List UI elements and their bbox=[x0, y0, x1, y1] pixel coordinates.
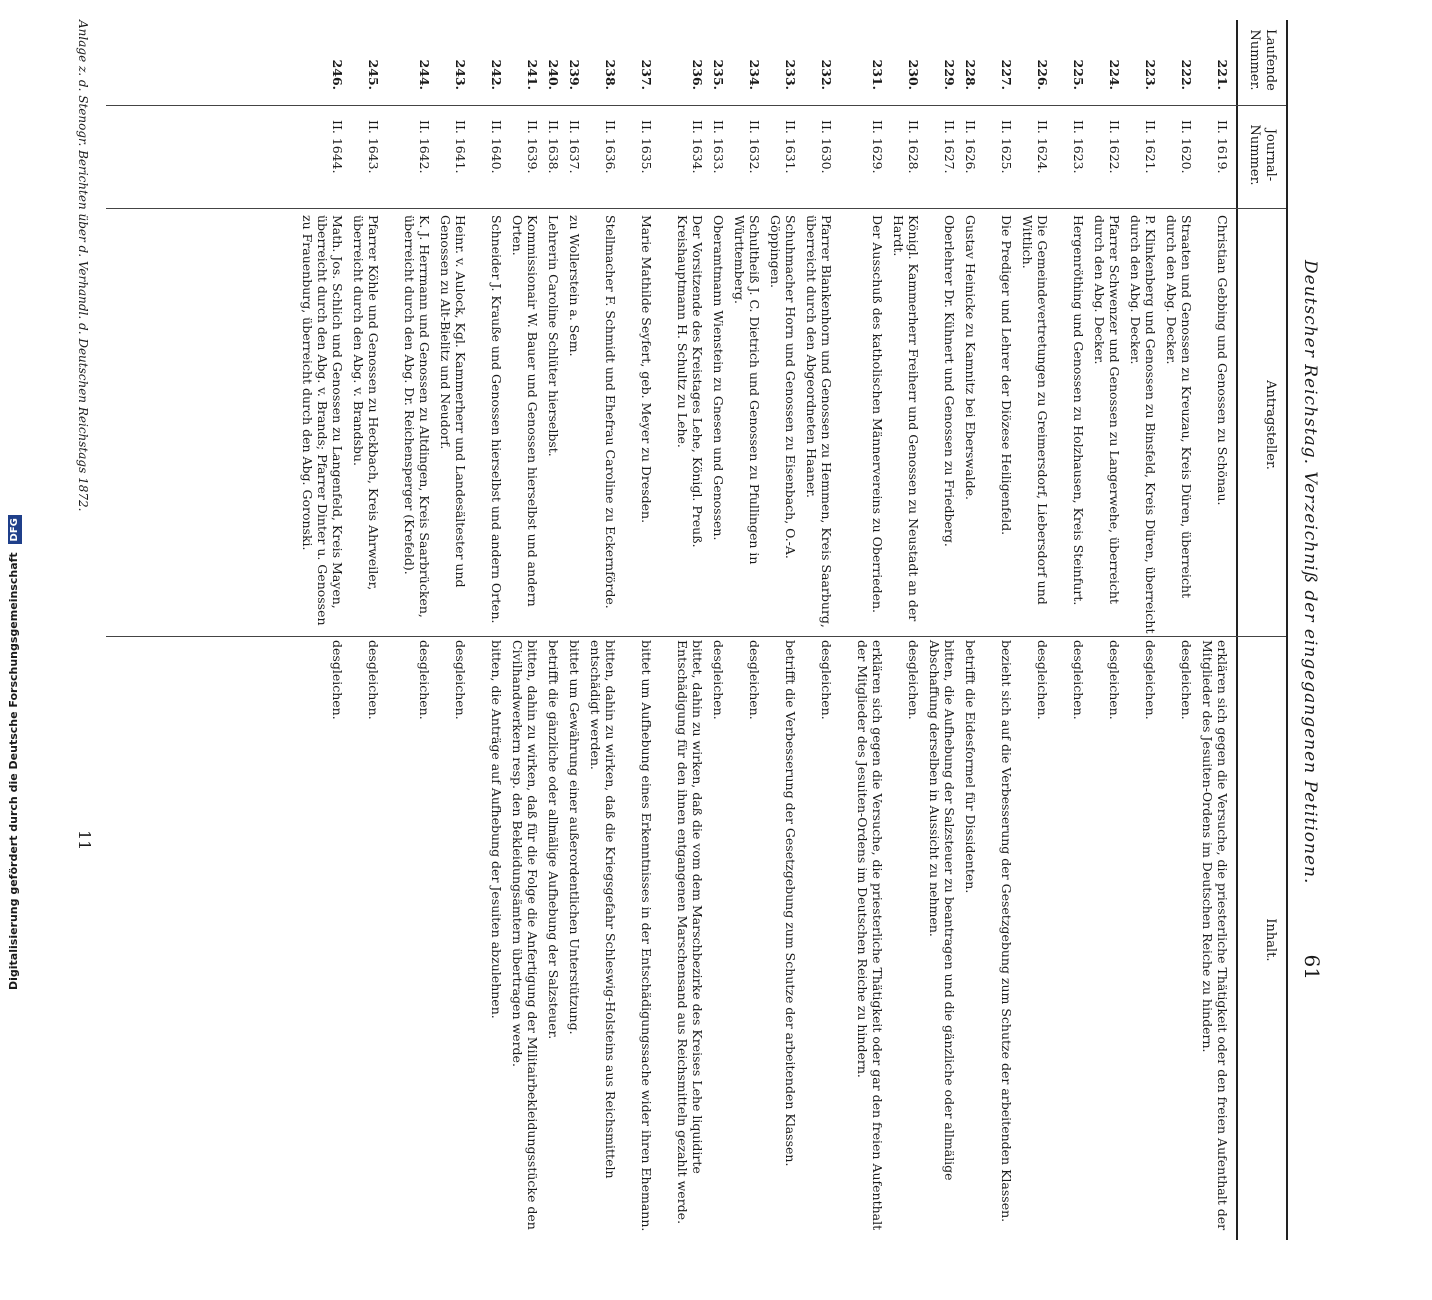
inhalt: desgleichen. bbox=[1179, 640, 1194, 720]
antragsteller: Der Ausschuß des katholischen Männervereins zu Oberrieden. bbox=[870, 215, 885, 614]
journal-nummer: II. 1632. bbox=[747, 120, 762, 174]
antragsteller: Stellmacher F. Schmidt und Ehefrau Caroline zu Eckernförde. bbox=[603, 215, 618, 609]
inhalt: erklären sich gegen die Versuche, die priesterliche Thätigkeit oder den freien Aufenthalt der Mitglieder des Jesuiten-Ordens im Deutschen Reiche zu hindern. bbox=[1200, 640, 1230, 1231]
laufende-nummer: 233. bbox=[783, 59, 798, 90]
inhalt: bittet um Gewährung einer außerordentlichen Unterstützung. bbox=[567, 640, 582, 1035]
laufende-nummer: 242. bbox=[489, 59, 504, 90]
antragsteller: Hergenröthing und Genossen zu Holzhausen, Kreis Steinfurt. bbox=[1071, 215, 1086, 606]
inhalt: bitten, dahin zu wirken, daß die Kriegsgefahr Schleswig-Holsteins aus Reichsmitteln entschädigt werden. bbox=[588, 640, 618, 1179]
journal-nummer: II. 1620. bbox=[1179, 120, 1194, 174]
journal-nummer: II. 1621. bbox=[1143, 120, 1158, 174]
footer-folio: 11 bbox=[75, 830, 94, 851]
journal-nummer: II. 1629. bbox=[870, 120, 885, 174]
antragsteller: Königl. Kammerherr Freiherr und Genossen zu Neustadt an der Hardt. bbox=[891, 215, 921, 622]
laufende-nummer: 222. bbox=[1179, 59, 1194, 90]
column-header-antragsteller: Antragsteller. bbox=[1263, 380, 1278, 470]
antragsteller: Schuhmacher Horn und Genossen zu Eisenbach, O.-A. Göppingen. bbox=[768, 215, 798, 559]
inhalt: desgleichen. bbox=[906, 640, 921, 720]
page-title: Deutscher Reichstag. Verzeichniß der eingegangenen Petitionen. bbox=[1300, 260, 1320, 885]
antragsteller: Marie Mathilde Seyfert, geb. Meyer zu Dresden. bbox=[639, 215, 654, 524]
laufende-nummer: 228. bbox=[963, 59, 978, 90]
laufende-nummer: 237. bbox=[639, 59, 654, 90]
journal-nummer: II. 1623. bbox=[1071, 120, 1086, 174]
antragsteller: Der Vorsitzende des Kreistages Lehe, Königl. Preuß. Kreishauptmann H. Schultz zu Lehe. bbox=[675, 215, 705, 548]
antragsteller: Die Gemeindevertretungen zu Greimersdorf, Liebersdorf und Wittlich. bbox=[1020, 215, 1050, 605]
antragsteller: Oberamtmann Wienstein zu Gnesen und Genossen. bbox=[711, 215, 726, 541]
inhalt: bittet, dahin zu wirken, daß die vom dem Marschbezirke des Kreises Lehe liquidirte Entschädigung für den ihnen entgangenen Marschensand aus Reichsmitteln gezahlt werde. bbox=[675, 640, 705, 1225]
laufende-nummer: 225. bbox=[1071, 59, 1086, 90]
antragsteller: Schultheiß J. C. Dietrich und Genossen zu Pfullingen in Württemberg. bbox=[732, 215, 762, 565]
inhalt: bitten, die Anträge auf Aufhebung der Jesuiten abzulehnen. bbox=[489, 640, 504, 1019]
column-divider bbox=[106, 208, 1286, 209]
antragsteller: zu Wollerstein a. Sem. bbox=[567, 215, 582, 357]
antragsteller: Straaten und Genossen zu Kreuzau, Kreis Düren, überreicht durch den Abg. Decker. bbox=[1164, 215, 1194, 599]
antragsteller: Schneider J. Krauße und Genossen hierselbst und andern Orten. bbox=[489, 215, 504, 624]
digitization-credit bbox=[4, 518, 24, 990]
inhalt: desgleichen. bbox=[747, 640, 762, 720]
inhalt: desgleichen. bbox=[1035, 640, 1050, 720]
inhalt: betrifft die Eidesformel für Dissidenten. bbox=[963, 640, 978, 894]
journal-nummer: II. 1642. bbox=[417, 120, 432, 174]
journal-nummer: II. 1626. bbox=[963, 120, 978, 174]
laufende-nummer: 236. bbox=[690, 59, 705, 90]
laufende-nummer: 238. bbox=[603, 59, 618, 90]
antragsteller: Kommissionair W. Bauer und Genossen hierselbst und andern Orten. bbox=[510, 215, 540, 607]
header-rule-top bbox=[1286, 20, 1288, 1240]
antragsteller: Heinr. v. Aulock, Kgl. Kammerherr und Landesältester und Genossen zu Alt-Bielitz und Neudorf. bbox=[438, 215, 468, 588]
antragsteller: Lehrerin Caroline Schlüter hierselbst. bbox=[546, 215, 561, 457]
laufende-nummer: 241. bbox=[525, 59, 540, 90]
laufende-nummer: 224. bbox=[1107, 59, 1122, 90]
journal-nummer: II. 1631. bbox=[783, 120, 798, 174]
antragsteller: Pfarrer Blankenhorn und Genossen zu Hemmen, Kreis Saarburg, überreicht durch den Abgeordneten Haaner. bbox=[804, 215, 834, 628]
journal-nummer: II. 1644. bbox=[330, 120, 345, 174]
laufende-nummer: 234. bbox=[747, 59, 762, 90]
page-number: 61 bbox=[1300, 954, 1324, 980]
journal-nummer: II. 1643. bbox=[366, 120, 381, 174]
antragsteller: Oberlehrer Dr. Kühnert und Genossen zu Friedberg. bbox=[942, 215, 957, 547]
inhalt: desgleichen. bbox=[417, 640, 432, 720]
journal-nummer: II. 1636. bbox=[603, 120, 618, 174]
journal-nummer: II. 1640. bbox=[489, 120, 504, 174]
antragsteller: Christian Gebbing und Genossen zu Schönau. bbox=[1215, 215, 1230, 506]
page-header bbox=[1290, 0, 1330, 1000]
inhalt: bittet um Aufhebung eines Erkenntnisses in der Entschädigungssache wider ihren Ehemann. bbox=[639, 640, 654, 1232]
inhalt: betrifft die Verbesserung der Gesetzgebung zum Schutze der arbeitenden Klassen. bbox=[783, 640, 798, 1167]
laufende-nummer: 240. bbox=[546, 59, 561, 90]
laufende-nummer: 235. bbox=[711, 59, 726, 90]
journal-nummer: II. 1641. bbox=[453, 120, 468, 174]
inhalt: bitten, die Aufhebung der Salzsteuer zu beantragen und die gänzliche oder allmälige Abschaffung derselben in Aussicht zu nehmen. bbox=[927, 640, 957, 1181]
laufende-nummer: 226. bbox=[1035, 59, 1050, 90]
inhalt: desgleichen. bbox=[819, 640, 834, 720]
laufende-nummer: 245. bbox=[366, 59, 381, 90]
laufende-nummer: 221. bbox=[1215, 59, 1230, 90]
inhalt: erklären sich gegen die Versuche, die priesterliche Thätigkeit oder gar den freien Aufenthalt der Mitglieder des Jesuiten-Ordens im Deutschen Reiche zu hindern. bbox=[855, 640, 885, 1231]
column-divider bbox=[106, 636, 1286, 637]
journal-nummer: II. 1639. bbox=[525, 120, 540, 174]
laufende-nummer: 246. bbox=[330, 59, 345, 90]
journal-nummer: II. 1630. bbox=[819, 120, 834, 174]
header-rule-bottom bbox=[1236, 20, 1238, 1240]
dfg-logo-icon: DFG bbox=[8, 515, 22, 544]
inhalt: desgleichen. bbox=[1071, 640, 1086, 720]
antragsteller: Gustav Heinicke zu Kamnitz bei Eberswalde. bbox=[963, 215, 978, 500]
document-page bbox=[10, 0, 1330, 1232]
journal-nummer: II. 1638. bbox=[546, 120, 561, 174]
laufende-nummer: 239. bbox=[567, 59, 582, 90]
laufende-nummer: 231. bbox=[870, 59, 885, 90]
inhalt: desgleichen. bbox=[330, 640, 345, 720]
journal-nummer: II. 1625. bbox=[999, 120, 1014, 174]
laufende-nummer: 229. bbox=[942, 59, 957, 90]
laufende-nummer: 244. bbox=[417, 59, 432, 90]
inhalt: desgleichen. bbox=[711, 640, 726, 720]
antragsteller: K. J. Herrmann und Genossen zu Altdingen, Kreis Saarbrücken, überreicht durch den Abg. Dr. Reichensperger (Krefeld). bbox=[402, 215, 432, 618]
column-header-laufende: Laufende Nummer. bbox=[1247, 29, 1278, 91]
column-divider bbox=[106, 105, 1286, 106]
antragsteller: Pfarrer Köhle und Genossen zu Heckbach, Kreis Ahrweiler, überreicht durch den Abg. v. Brandsbu. bbox=[351, 215, 381, 591]
footer-note: Anlage z. d. Stenogr. Berichten über d. Verhandl. d. Deutschen Reichstags 1872. bbox=[76, 20, 90, 512]
laufende-nummer: 232. bbox=[819, 59, 834, 90]
journal-nummer: II. 1637. bbox=[567, 120, 582, 174]
column-header-inhalt: Inhalt. bbox=[1263, 918, 1278, 962]
journal-nummer: II. 1628. bbox=[906, 120, 921, 174]
journal-nummer: II. 1634. bbox=[690, 120, 705, 174]
inhalt: desgleichen. bbox=[366, 640, 381, 720]
antragsteller: Pfarrer Schwenzer und Genossen zu Langerwehe, überreicht durch den Abg. Decker. bbox=[1092, 215, 1122, 604]
laufende-nummer: 223. bbox=[1143, 59, 1158, 90]
inhalt: desgleichen. bbox=[1107, 640, 1122, 720]
journal-nummer: II. 1624. bbox=[1035, 120, 1050, 174]
inhalt: betrifft die gänzliche oder allmälige Aufhebung der Salzsteuer. bbox=[546, 640, 561, 1040]
inhalt: bitten, dahin zu wirken, daß für die Folge die Anfertigung der Militairbekleidungsstücke den Civilhandwerkern resp. den Bekleidungsämtern übertragen werde. bbox=[510, 640, 540, 1230]
inhalt: desgleichen. bbox=[453, 640, 468, 720]
journal-nummer: II. 1627. bbox=[942, 120, 957, 174]
laufende-nummer: 227. bbox=[999, 59, 1014, 90]
inhalt: desgleichen. bbox=[1143, 640, 1158, 720]
journal-nummer: II. 1622. bbox=[1107, 120, 1122, 174]
digitization-text: Digitalisierung gefördert durch die Deutsche Forschungsgemeinschaft bbox=[7, 552, 20, 990]
laufende-nummer: 243. bbox=[453, 59, 468, 90]
journal-nummer: II. 1619. bbox=[1215, 120, 1230, 174]
laufende-nummer: 230. bbox=[906, 59, 921, 90]
antragsteller: P. Klinkenberg und Genossen zu Binsfeld, Kreis Düren, überreicht durch den Abg. Decker. bbox=[1128, 215, 1158, 634]
journal-nummer: II. 1633. bbox=[711, 120, 726, 174]
journal-nummer: II. 1635. bbox=[639, 120, 654, 174]
antragsteller: Math. Jos. Schlich und Genossen zu Langenfeld, Kreis Mayen, überreicht durch den Abg. v. Brands; Pfarrer Dinter u. Genossen zu Frauenburg, überreicht durch den Abg. Goronski. bbox=[300, 215, 345, 626]
inhalt: bezieht sich auf die Verbesserung der Gesetzgebung zum Schutze der arbeitenden Klassen. bbox=[999, 640, 1014, 1223]
antragsteller: Die Prediger und Lehrer der Diözese Heiligenfeld. bbox=[999, 215, 1014, 536]
column-header-journal: Journal-Nummer. bbox=[1247, 124, 1278, 186]
